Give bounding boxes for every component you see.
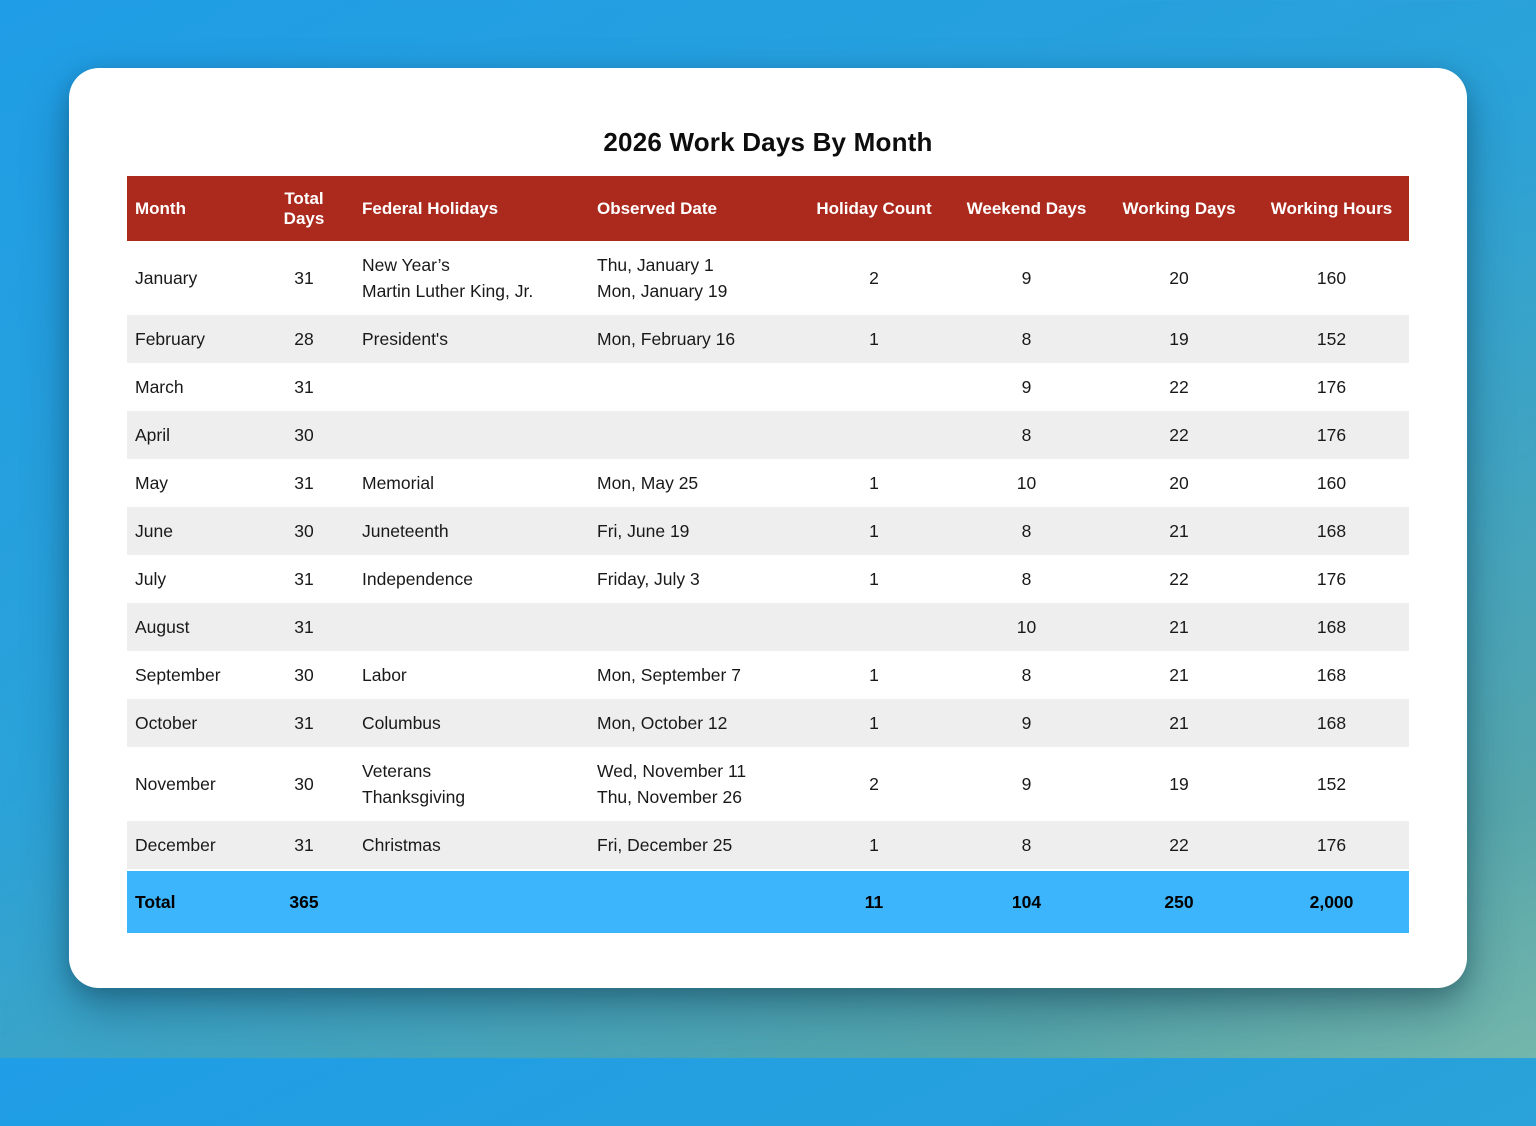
- cell-working-hours: 160: [1316, 473, 1347, 493]
- cell-month: March: [135, 377, 184, 397]
- column-header-federal-holidays: Federal Holidays: [354, 176, 589, 241]
- table-row: [127, 315, 1409, 363]
- cell-total-days: 30: [294, 665, 314, 685]
- column-header-holiday-count: Holiday Count: [799, 176, 949, 241]
- cell-federal-holidays: Veterans Thanksgiving: [362, 761, 466, 807]
- total-holiday-count: 11: [799, 870, 949, 933]
- cell-working-days: 21: [1104, 507, 1254, 555]
- cell-month: February: [127, 315, 254, 363]
- cell-total-days: 31: [294, 569, 314, 589]
- cell-observed-date: Fri, June 19: [589, 507, 799, 555]
- cell-month: May: [135, 473, 169, 493]
- workdays-table: [127, 176, 1409, 933]
- total-federal-holidays-cell: [354, 870, 589, 933]
- cell-holiday-count: 1: [799, 315, 949, 363]
- cell-total-days: 31: [254, 699, 354, 747]
- cell-holiday-count: [799, 411, 949, 459]
- table-row: [127, 411, 1409, 459]
- column-header-observed-date: Observed Date: [589, 176, 799, 241]
- cell-working-days: 21: [1104, 699, 1254, 747]
- cell-holiday-count: 2: [869, 268, 879, 288]
- cell-working-days: 19: [1169, 774, 1189, 794]
- cell-working-days: 22: [1169, 377, 1189, 397]
- column-header-working-hours: Working Hours: [1254, 176, 1409, 241]
- cell-federal-holidays: Labor: [362, 665, 407, 685]
- cell-weekend-days: 9: [1021, 268, 1032, 288]
- cell-weekend-days: 8: [1021, 569, 1032, 589]
- cell-weekend-days: 9: [1021, 377, 1032, 397]
- column-header-month: Month: [127, 176, 254, 241]
- table-total-row: [127, 870, 1409, 933]
- cell-working-days: 22: [1104, 821, 1254, 870]
- cell-working-hours: 152: [1316, 774, 1347, 794]
- cell-observed-date: Mon, October 12: [589, 699, 799, 747]
- cell-observed-date: Wed, November 11 Thu, November 26: [597, 761, 747, 807]
- cell-holiday-count: 1: [799, 699, 949, 747]
- cell-observed-date: [589, 363, 799, 411]
- column-header-total-days: Total Days: [254, 176, 354, 241]
- cell-observed-date: Mon, September 7: [597, 665, 741, 685]
- cell-total-days: 30: [254, 507, 354, 555]
- cell-working-hours: 152: [1254, 315, 1409, 363]
- cell-working-days: 20: [1169, 268, 1189, 288]
- table-row: [127, 363, 1409, 411]
- cell-weekend-days: 10: [1016, 473, 1037, 493]
- cell-working-hours: 168: [1254, 699, 1409, 747]
- cell-total-days: 31: [294, 473, 314, 493]
- cell-working-days: 21: [1169, 665, 1189, 685]
- cell-total-days: 28: [254, 315, 354, 363]
- cell-federal-holidays: Memorial: [362, 473, 434, 493]
- table-row: [127, 507, 1409, 555]
- cell-federal-holidays: Juneteenth: [354, 507, 589, 555]
- cell-observed-date: Friday, July 3: [597, 569, 700, 589]
- cell-weekend-days: 9: [1021, 774, 1032, 794]
- table-row: [127, 699, 1409, 747]
- column-header-weekend-days: Weekend Days: [949, 176, 1104, 241]
- cell-weekend-days: 8: [949, 821, 1104, 870]
- cell-working-hours: 176: [1316, 377, 1347, 397]
- cell-weekend-days: 10: [949, 603, 1104, 651]
- table-header-row: [127, 176, 1409, 241]
- table-row: [127, 651, 1409, 699]
- cell-month: December: [127, 821, 254, 870]
- total-label: Total: [127, 870, 254, 933]
- cell-month: November: [135, 774, 216, 794]
- table-row: [127, 555, 1409, 603]
- cell-federal-holidays: [354, 411, 589, 459]
- cell-total-days: 31: [294, 377, 314, 397]
- cell-observed-date: Mon, May 25: [597, 473, 699, 493]
- cell-holiday-count: 1: [869, 665, 879, 685]
- cell-month: January: [135, 268, 198, 288]
- cell-working-days: 22: [1169, 569, 1189, 589]
- cell-weekend-days: 8: [1021, 665, 1032, 685]
- cell-working-hours: 176: [1254, 411, 1409, 459]
- cell-observed-date: [589, 411, 799, 459]
- table-row: [127, 241, 1409, 315]
- cell-working-days: 20: [1169, 473, 1189, 493]
- column-header-working-days: Working Days: [1104, 176, 1254, 241]
- cell-total-days: 30: [294, 774, 314, 794]
- cell-month: July: [135, 569, 167, 589]
- total-days-value: 365: [254, 870, 354, 933]
- table-body: [127, 241, 1409, 870]
- cell-observed-date: Fri, December 25: [589, 821, 799, 870]
- cell-federal-holidays: Columbus: [354, 699, 589, 747]
- cell-total-days: 30: [254, 411, 354, 459]
- cell-federal-holidays: [354, 363, 589, 411]
- cell-month: April: [127, 411, 254, 459]
- cell-holiday-count: 1: [869, 569, 879, 589]
- cell-working-hours: 168: [1316, 665, 1347, 685]
- cell-total-days: 31: [254, 603, 354, 651]
- cell-total-days: 31: [254, 821, 354, 870]
- cell-weekend-days: 8: [949, 315, 1104, 363]
- total-working-days: 250: [1104, 870, 1254, 933]
- cell-working-hours: 160: [1316, 268, 1347, 288]
- cell-federal-holidays: Christmas: [354, 821, 589, 870]
- table-row: [127, 821, 1409, 870]
- table-row: [127, 459, 1409, 507]
- cell-federal-holidays: [354, 603, 589, 651]
- total-observed-date-cell: [589, 870, 799, 933]
- page-title: 2026 Work Days By Month: [603, 127, 933, 157]
- cell-month: September: [135, 665, 221, 685]
- cell-weekend-days: 8: [949, 507, 1104, 555]
- cell-weekend-days: 9: [949, 699, 1104, 747]
- cell-holiday-count: [799, 363, 949, 411]
- cell-federal-holidays: Independence: [362, 569, 473, 589]
- cell-observed-date: [589, 603, 799, 651]
- cell-month: August: [127, 603, 254, 651]
- cell-total-days: 31: [294, 268, 314, 288]
- cell-holiday-count: 1: [799, 507, 949, 555]
- cell-working-hours: 176: [1254, 821, 1409, 870]
- cell-observed-date: Thu, January 1 Mon, January 19: [597, 255, 728, 301]
- total-weekend-days: 104: [949, 870, 1104, 933]
- cell-working-hours: 168: [1254, 507, 1409, 555]
- cell-holiday-count: 1: [869, 473, 879, 493]
- content-card: [69, 68, 1467, 988]
- cell-federal-holidays: New Year’s Martin Luther King, Jr.: [362, 255, 534, 301]
- cell-working-hours: 176: [1316, 569, 1347, 589]
- cell-month: October: [127, 699, 254, 747]
- cell-working-days: 21: [1104, 603, 1254, 651]
- total-working-hours: 2,000: [1254, 870, 1409, 933]
- cell-working-days: 19: [1104, 315, 1254, 363]
- table-row: [127, 603, 1409, 651]
- cell-holiday-count: 1: [799, 821, 949, 870]
- table-row: [127, 747, 1409, 821]
- cell-working-days: 22: [1104, 411, 1254, 459]
- cell-observed-date: Mon, February 16: [589, 315, 799, 363]
- cell-holiday-count: [799, 603, 949, 651]
- cell-weekend-days: 8: [949, 411, 1104, 459]
- cell-holiday-count: 2: [869, 774, 879, 794]
- cell-working-hours: 168: [1254, 603, 1409, 651]
- cell-federal-holidays: President's: [354, 315, 589, 363]
- cell-month: June: [127, 507, 254, 555]
